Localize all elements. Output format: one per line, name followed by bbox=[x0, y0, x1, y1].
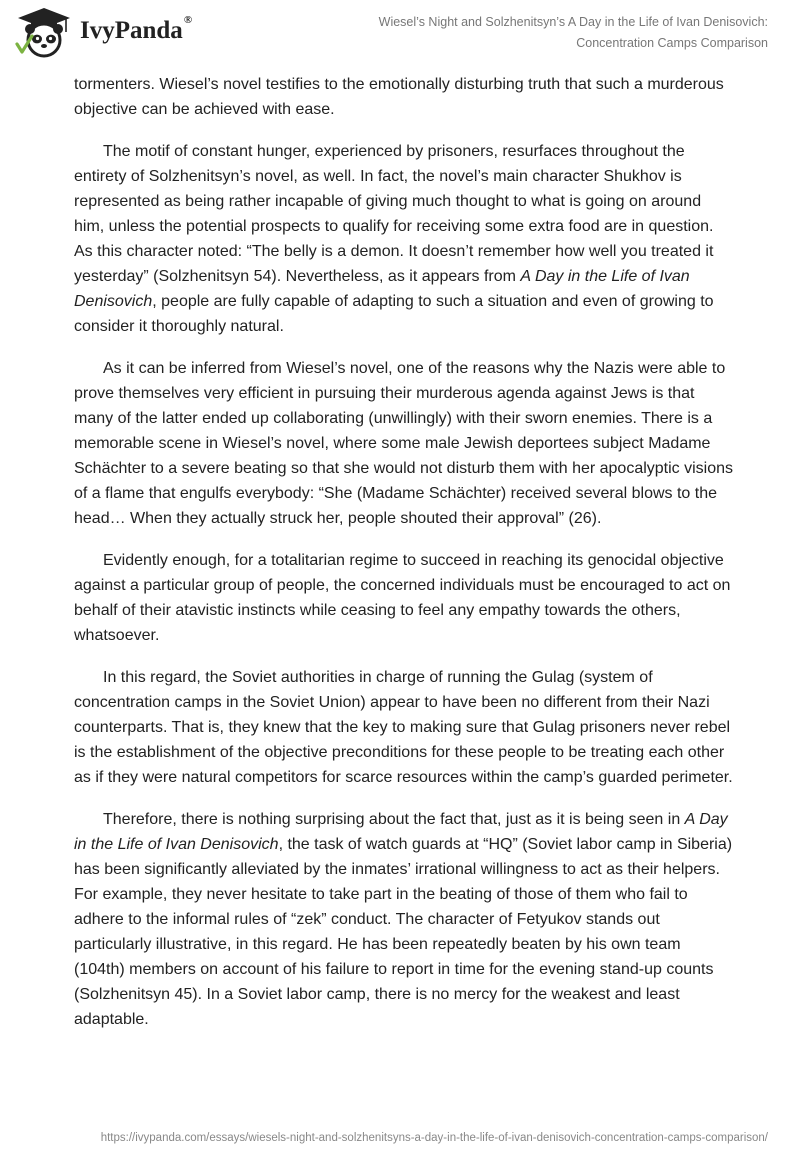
paragraph-5: In this regard, the Soviet authorities in charge of running the Gulag (system of concentration camps in the Soviet Union) appear to have been no different from their Nazi counterparts. That is, they knew that the key to making sure that Gulag prisoners never rebel is the establishment of the objective preconditions for these people to be treating each other as if they were natural competitors for scarce resources within the camp’s guarded perimeter. bbox=[74, 669, 733, 786]
panda-graduate-icon bbox=[14, 6, 74, 58]
book-title: A Day in the Life of Ivan Denisovich bbox=[74, 811, 728, 853]
book-title: A Day in the Life of Ivan Denisovich bbox=[74, 268, 690, 310]
source-url[interactable]: https://ivypanda.com/essays/wiesels-night-and-solzhenitsyns-a-day-in-the-life-of-ivan-denisovich-concentration-camps-comparison/ bbox=[100, 1132, 768, 1144]
essay-body bbox=[74, 72, 734, 1049]
paragraph-1: tormenters. Wiesel’s novel testifies to the emotionally disturbing truth that such a murderous objective can be achieved with ease. bbox=[74, 76, 724, 118]
page-header bbox=[0, 0, 800, 70]
paragraph-4: Evidently enough, for a totalitarian regime to succeed in reaching its genocidal objective against a particular group of people, the concerned individuals must be encouraged to act on behalf of their atavistic instincts while ceasing to feel any empathy towards the others, whatsoever. bbox=[74, 552, 731, 644]
paragraph-3: As it can be inferred from Wiesel’s novel, one of the reasons why the Nazis were able to prove themselves very efficient in pursuing their murderous agenda against Jews is that many of the latter ended up collaborating (unwillingly) with their sworn enemies. There is a memorable scene in Wiesel’s novel, where some male Jewish deportees subject Madame Schächter to a severe beating so that she would not disturb them with her apocalyptic visions of a flame that engulfs everybody: “She (Madame Schächter) received several blows to the head… When they actually struck her, people shouted their approval” (26). bbox=[74, 360, 734, 527]
paragraph-6: Therefore, there is nothing surprising about the fact that, just as it is being seen in A Day in the Life of Ivan Denisovich, the task of watch guards at “HQ” (Soviet labor camp in Siberia) has been significantly alleviated by the inmates’ irrational willingness to act as their helpers. For example, they never hesitate to take part in the beating of those of them who fail to adhere to the informal rules of “zek” conduct. The character of Fetyukov stands out particularly illustrative, in this regard. He has been repeatedly beaten by his own team (104th) members on account of his failure to report in time for the evening stand-up counts (Solzhenitsyn 45). In a Soviet labor camp, there is no mercy for the weakest and least adaptable. bbox=[74, 811, 733, 1028]
ivypanda-logo[interactable] bbox=[14, 6, 234, 58]
paragraph-2: The motif of constant hunger, experienced by prisoners, resurfaces throughout the entirety of Solzhenitsyn’s novel, as well. In fact, the novel’s main character Shukhov is represented as being rather incapable of giving much thought to what is going on around him, unless the potential prospects to qualify for receiving some extra food are in question. As this character noted: “The belly is a demon. It doesn’t remember how well you treated it yesterday” (Solzhenitsyn 54). Nevertheless, as it appears from A Day in the Life of Ivan Denisovich, people are fully capable of adapting to such a situation and even of growing to consider it thoroughly natural. bbox=[74, 143, 714, 335]
document-title: Wiesel’s Night and Solzhenitsyn’s A Day in the Life of Ivan Denisovich: Concentration Camps Comparison bbox=[378, 15, 768, 50]
brand-name: IvyPanda® bbox=[80, 13, 193, 44]
